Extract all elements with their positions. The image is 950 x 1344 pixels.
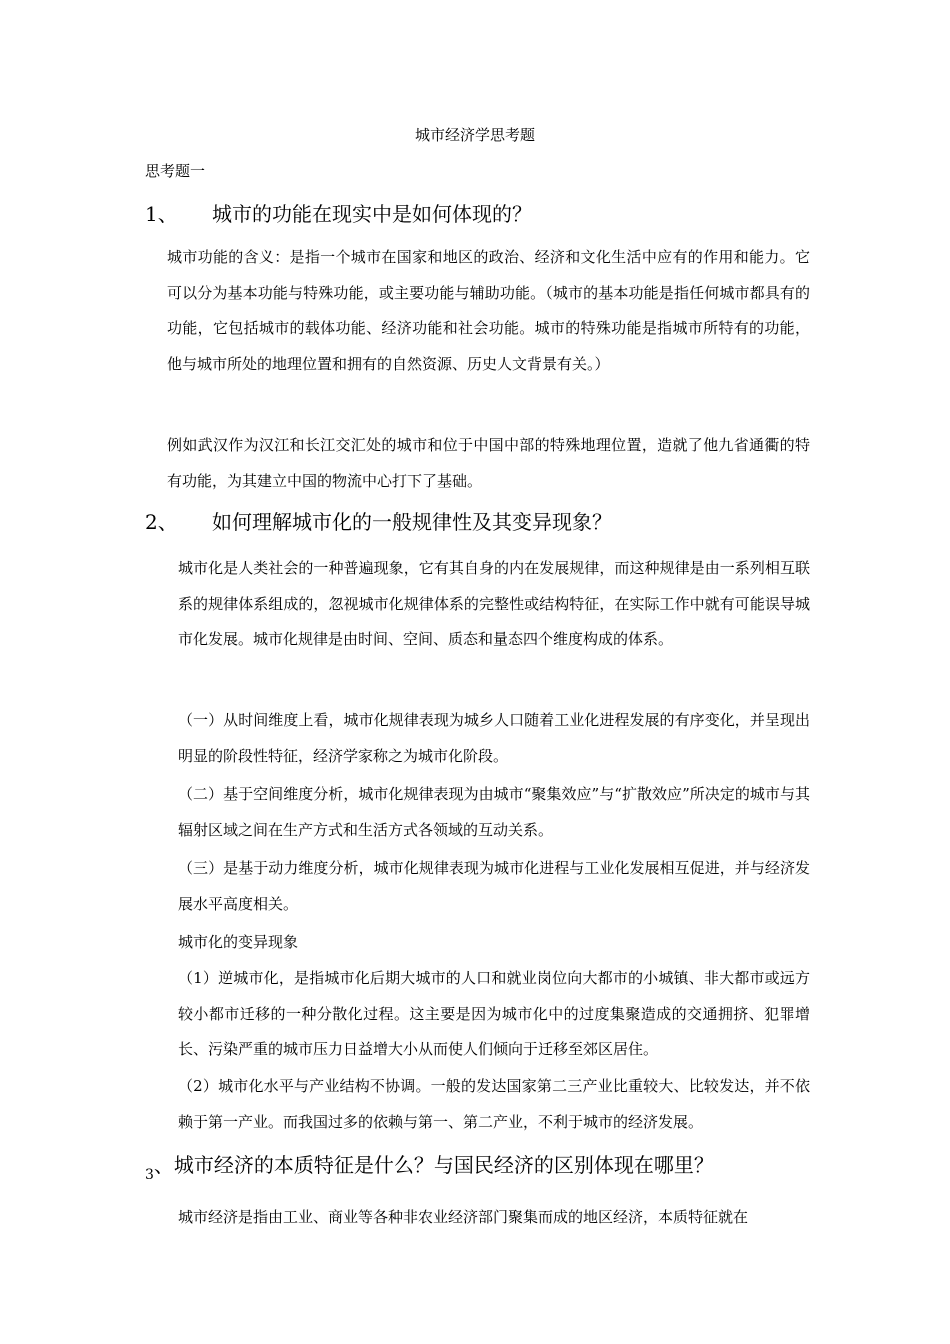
question-text: 城市经济的本质特征是什么？与国民经济的区别体现在哪里？ (173, 1153, 714, 1177)
q2-variation-2: （2）城市化水平与产业结构不协调。一般的发达国家第二三产业比重较大、比较发达，并不依赖于第一产业。而我国过多的依赖与第一、第二产业，不利于城市的经济发展。 (178, 1077, 810, 1131)
question-3-heading (145, 1151, 714, 1189)
question-number-separator: 、 (153, 1153, 174, 1177)
q2-intro-paragraph: 城市化是人类社会的一种普遍现象，它有其自身的内在发展规律，而这种规律是由一系列相互联系的规律体系组成的，忽视城市化规律体系的完整性或结构特征，在实际工作中就有可能误导城市化发展。城市化规律是由时间、空间、质态和量态四个维度构成的体系。 (178, 559, 810, 648)
q3-intro-paragraph: 城市经济是指由工业、商业等各种非农业经济部门聚集而成的地区经济，本质特征就在 (178, 1208, 749, 1226)
q2-variation-1: （1）逆城市化，是指城市化后期大城市的人口和就业岗位向大都市的小城镇、非大都市或远方较小都市迁移的一种分散化过程。这主要是因为城市化中的过度集聚造成的交通拥挤、犯罪增长、污染严重的城市压力日益增大小从而使人们倾向于迁移至郊区居住。 (178, 969, 810, 1058)
q1-example-paragraph: 例如武汉作为汉江和长江交汇处的城市和位于中国中部的特殊地理位置，造就了他九省通衢的特有功能，为其建立中国的物流中心打下了基础。 (167, 436, 810, 490)
q1-definition-paragraph: 城市功能的含义：是指一个城市在国家和地区的政治、经济和文化生活中应有的作用和能力。它可以分为基本功能与特殊功能，或主要功能与辅助功能。（城市的基本功能是指任何城市都具有的功能，它包括城市的载体功能、经济功能和社会功能。城市的特殊功能是指城市所特有的功能，他与城市所处的地理位置和拥有的自然资源、历史人文背景有关。） (167, 248, 810, 373)
q2-point-2: （二）基于空间维度分析，城市化规律表现为由城市“聚集效应”与“扩散效应”所决定的城市与其辐射区域之间在生产方式和生活方式各领域的互动关系。 (178, 785, 810, 839)
q2-point-1: （一）从时间维度上看，城市化规律表现为城乡人口随着工业化进程发展的有序变化，并呈现出明显的阶段性特征，经济学家称之为城市化阶段。 (178, 711, 810, 765)
section-label: 思考题一 (145, 162, 206, 180)
question-2-heading (145, 508, 612, 536)
question-text: 如何理解城市化的一般规律性及其变异现象？ (212, 510, 612, 534)
question-number: 3 (145, 1167, 154, 1183)
q2-point-3: （三）是基于动力维度分析，城市化规律表现为城市化进程与工业化发展相互促进，并与经济发展水平高度相关。 (178, 859, 810, 913)
question-1-heading (145, 200, 532, 228)
question-number: 2、 (145, 510, 178, 534)
document-title: 城市经济学思考题 (414, 126, 535, 144)
q2-variation-heading: 城市化的变异现象 (178, 933, 299, 951)
question-text: 城市的功能在现实中是如何体现的？ (212, 202, 532, 226)
question-number: 1、 (145, 202, 178, 226)
